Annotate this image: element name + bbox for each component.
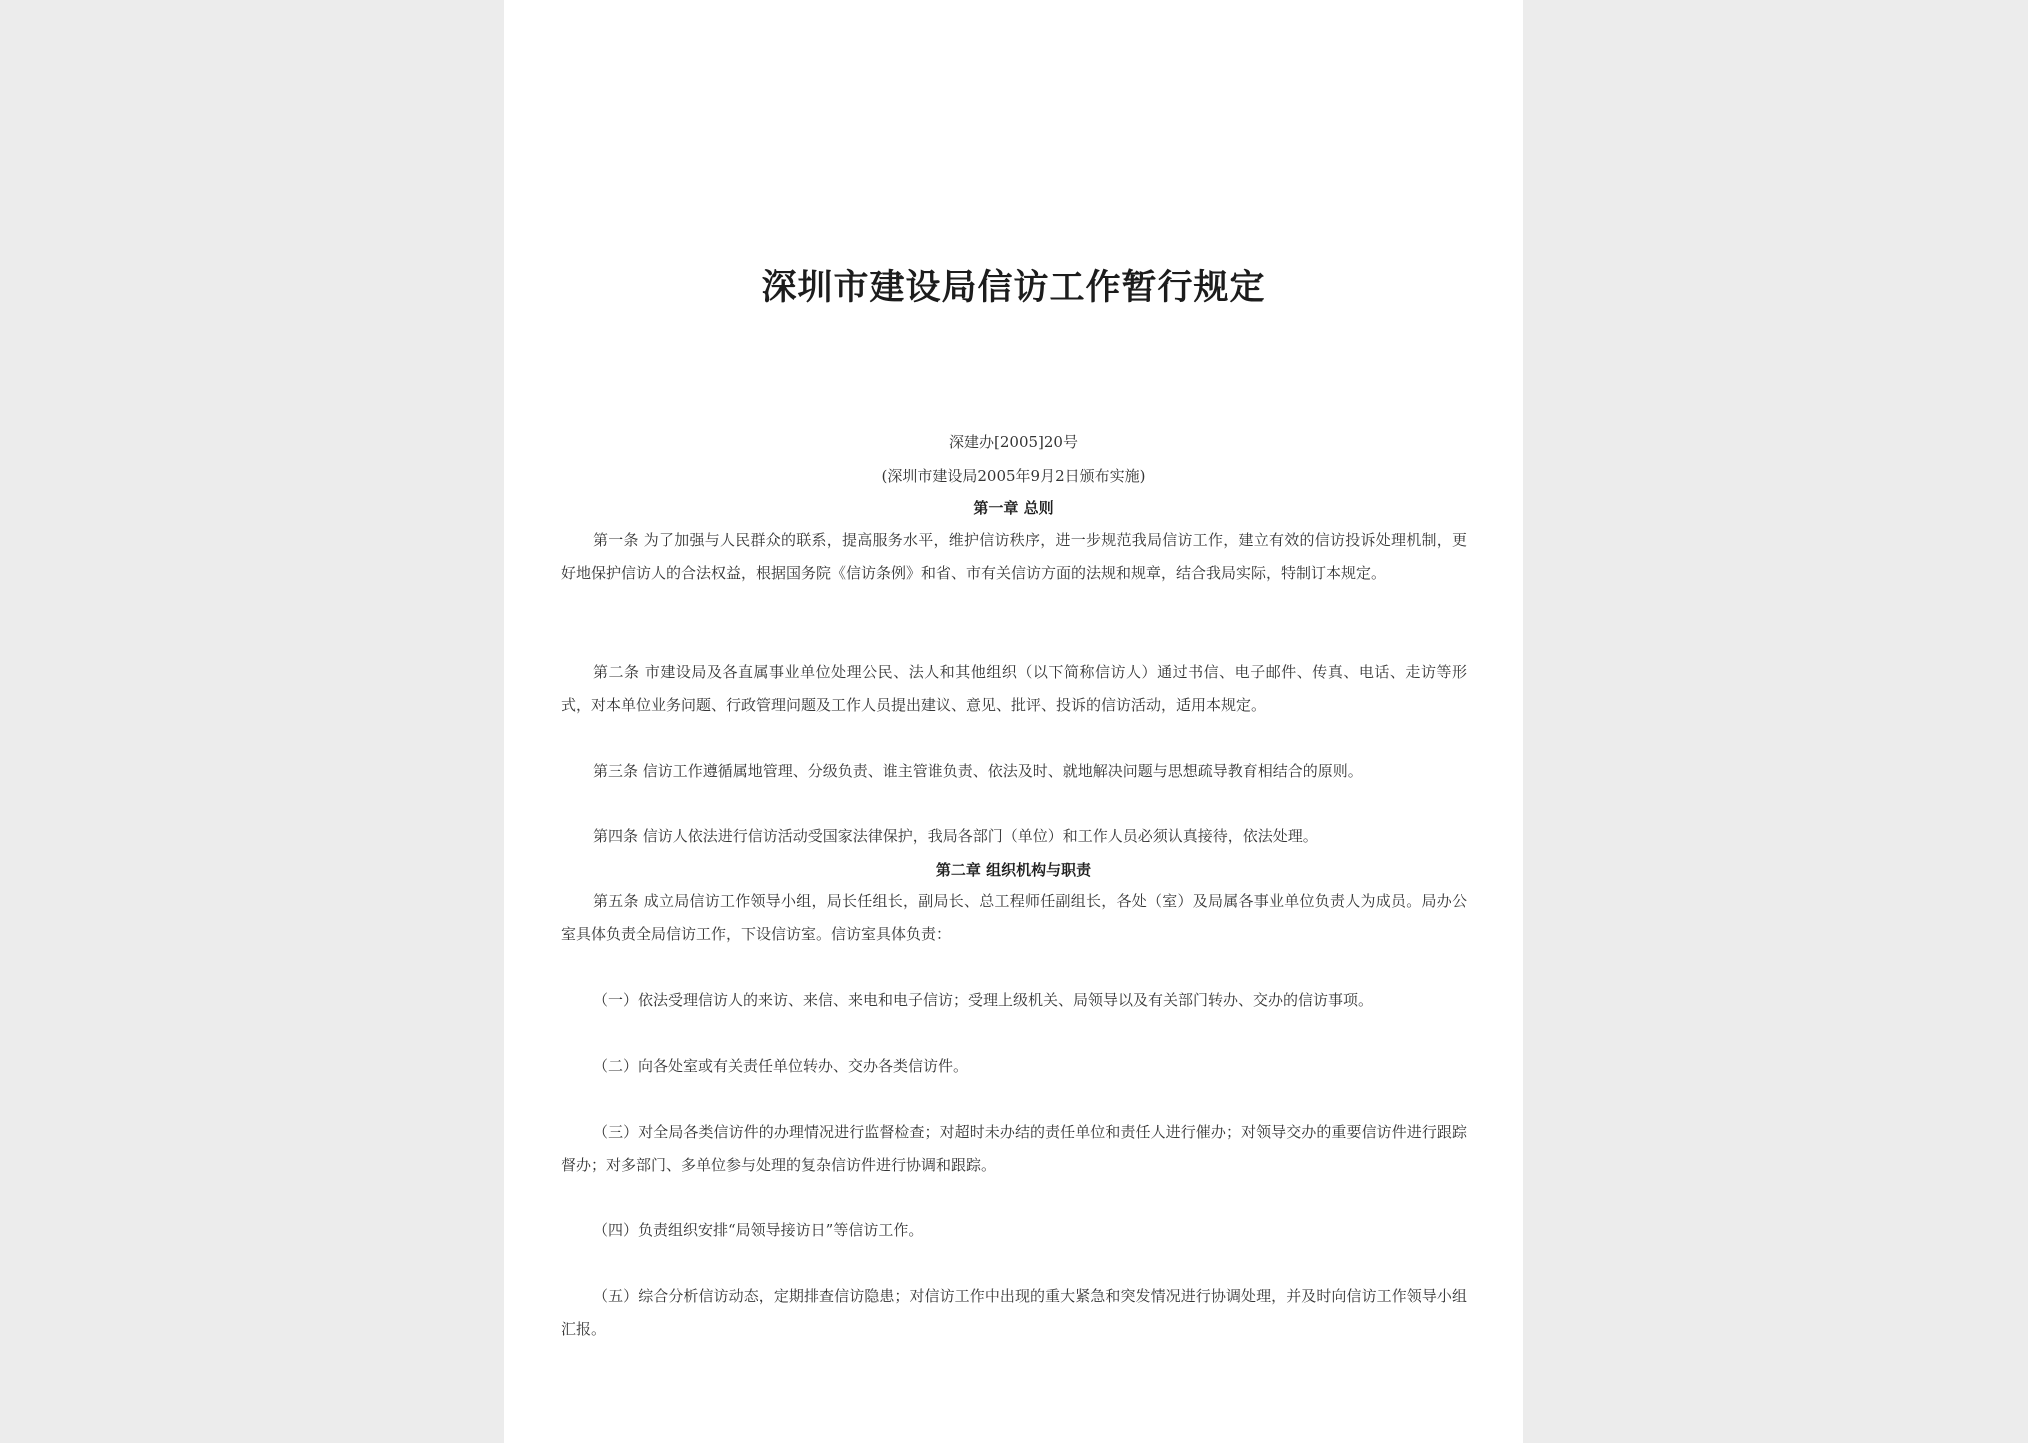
article-5: 第五条 成立局信访工作领导小组，局长任组长，副局长、总工程师任副组长，各处（室）及局属各事业单位负责人为成员。局办公室具体负责全局信访工作，下设信访室。信访室具体负责： [561,892,1467,943]
document-page [504,0,1523,1443]
issue-info: (深圳市建设局2005年9月2日颁布实施) [881,467,1146,485]
article-1: 第一条 为了加强与人民群众的联系，提高服务水平，维护信访秩序，进一步规范我局信访工作，建立有效的信访投诉处理机制，更好地保护信访人的合法权益，根据国务院《信访条例》和省、市有关信访方面的法规和规章，结合我局实际，特制订本规定。 [561,531,1467,582]
duty-item-4: （四）负责组织安排“局领导接访日”等信访工作。 [593,1221,924,1239]
article-2: 第二条 市建设局及各直属事业单位处理公民、法人和其他组织（以下简称信访人）通过书信、电子邮件、传真、电话、走访等形式，对本单位业务问题、行政管理问题及工作人员提出建议、意见、批评、投诉的信访活动，适用本规定。 [561,663,1467,714]
document-number: 深建办[2005]20号 [949,433,1078,451]
article-3: 第三条 信访工作遵循属地管理、分级负责、谁主管谁负责、依法及时、就地解决问题与思想疏导教育相结合的原则。 [593,762,1363,780]
duty-item-3: （三）对全局各类信访件的办理情况进行监督检查；对超时未办结的责任单位和责任人进行催办；对领导交办的重要信访件进行跟踪督办；对多部门、多单位参与处理的复杂信访件进行协调和跟踪。 [561,1123,1467,1174]
document-title: 深圳市建设局信访工作暂行规定 [761,267,1266,308]
duty-item-2: （二）向各处室或有关责任单位转办、交办各类信访件。 [593,1057,969,1075]
chapter-2-heading: 第二章 组织机构与职责 [935,861,1092,879]
duty-item-1: （一）依法受理信访人的来访、来信、来电和电子信访；受理上级机关、局领导以及有关部门转办、交办的信访事项。 [593,991,1374,1009]
chapter-1-heading: 第一章 总则 [973,499,1054,517]
article-4: 第四条 信访人依法进行信访活动受国家法律保护，我局各部门（单位）和工作人员必须认真接待，依法处理。 [593,827,1318,845]
duty-item-5: （五）综合分析信访动态，定期排查信访隐患；对信访工作中出现的重大紧急和突发情况进行协调处理，并及时向信访工作领导小组汇报。 [561,1287,1467,1338]
